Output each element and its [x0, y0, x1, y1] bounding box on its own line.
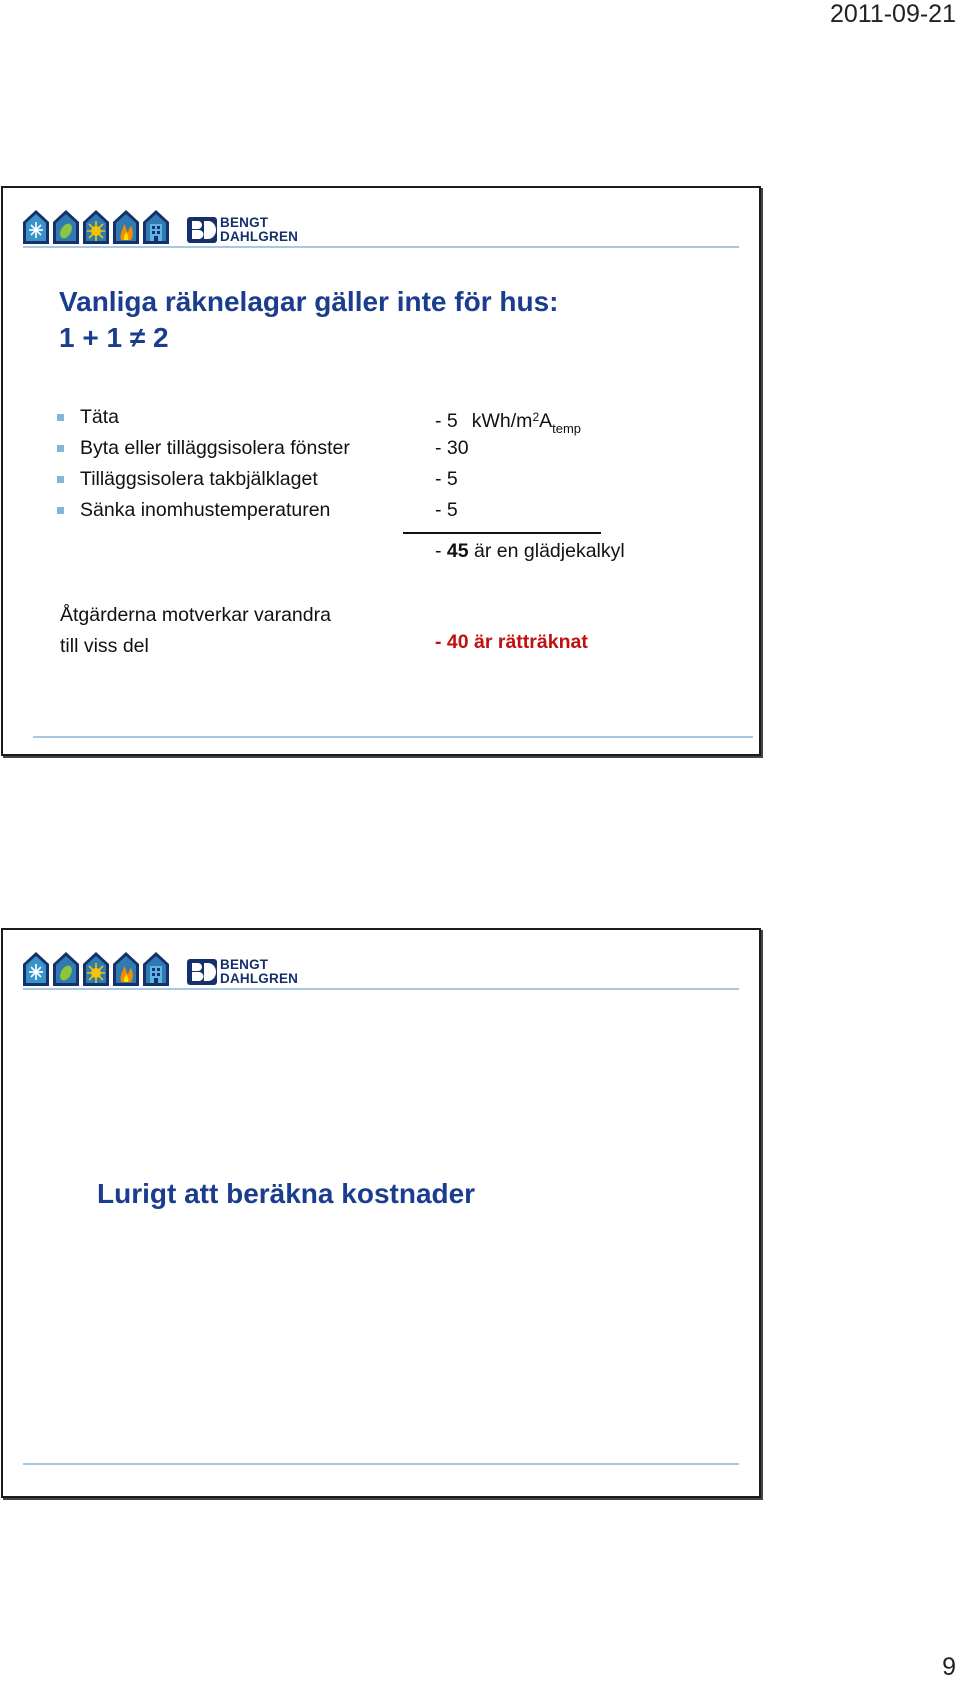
sum-statement [435, 540, 625, 563]
house-sun-icon [83, 952, 109, 986]
company-name-line1: BENGT [220, 215, 269, 230]
company-name [220, 958, 298, 986]
value: - 5 [435, 499, 458, 521]
company-name-line2: DAHLGREN [220, 971, 299, 986]
company-logo [187, 216, 298, 244]
header-divider [23, 246, 739, 248]
header-divider [23, 988, 739, 990]
bullet-square-icon [57, 414, 64, 421]
page-date: 2011-09-21 [829, 0, 956, 28]
correct-result: - 40 är rätträknat [435, 631, 588, 653]
bd-logo-mark-icon [187, 217, 217, 243]
slide-2 [1, 928, 761, 1498]
footer-divider [33, 736, 753, 738]
slide-title [59, 284, 559, 356]
footer-divider [23, 1463, 739, 1465]
slide-title: Lurigt att beräkna kostnader [97, 1178, 476, 1209]
house-sun-icon [83, 210, 109, 244]
logo-row [23, 206, 298, 244]
sum-prefix: - [435, 540, 447, 562]
slide-1 [1, 186, 761, 756]
list-item [57, 464, 350, 495]
value: - 5 [435, 468, 458, 490]
house-leaf-icon [53, 952, 79, 986]
logo-row [23, 948, 298, 986]
sum-suffix: är en glädjekalkyl [468, 540, 625, 562]
company-name [220, 216, 298, 244]
list-item [57, 495, 350, 526]
house-snowflake-icon [23, 952, 49, 986]
value-row [435, 464, 581, 495]
value: - 5 [435, 410, 458, 432]
list-item-label: Täta [80, 406, 120, 428]
page-number: 9 [942, 1653, 956, 1681]
value-row [435, 495, 581, 526]
sum-value: 45 [446, 540, 469, 562]
company-name-line2: DAHLGREN [220, 229, 299, 244]
unit-subscript: temp [552, 421, 582, 436]
bullet-square-icon [57, 445, 64, 452]
value-row [435, 433, 581, 464]
bullet-square-icon [57, 507, 64, 514]
sum-divider [403, 532, 601, 534]
list-item-label: Tilläggsisolera takbjälklaget [80, 468, 318, 490]
unit-base: kWh/m [471, 410, 533, 432]
note-line2: till viss del [60, 635, 149, 657]
value-column [435, 402, 581, 526]
slide-title-line1: Vanliga räknelagar gäller inte för hus: [59, 286, 559, 317]
list-item [57, 402, 350, 433]
house-building-icon [143, 210, 169, 244]
slide-title-line2: 1 + 1 ≠ 2 [59, 322, 169, 353]
unit-suffix: A [539, 410, 553, 432]
value-row [435, 402, 582, 436]
note-text [60, 600, 331, 662]
house-flame-icon [113, 952, 139, 986]
note-line1: Åtgärderna motverkar varandra [60, 604, 331, 626]
house-building-icon [143, 952, 169, 986]
company-name-line1: BENGT [220, 957, 269, 972]
house-leaf-icon [53, 210, 79, 244]
company-logo [187, 958, 298, 986]
list-item-label: Byta eller tilläggsisolera fönster [80, 437, 350, 459]
measure-list [57, 402, 350, 526]
list-item-label: Sänka inomhustemperaturen [80, 499, 331, 521]
unit [471, 410, 582, 436]
value: - 30 [435, 437, 469, 459]
house-flame-icon [113, 210, 139, 244]
unit-superscript: 2 [532, 410, 540, 424]
bd-logo-mark-icon [187, 959, 217, 985]
list-item [57, 433, 350, 464]
house-snowflake-icon [23, 210, 49, 244]
bullet-square-icon [57, 476, 64, 483]
